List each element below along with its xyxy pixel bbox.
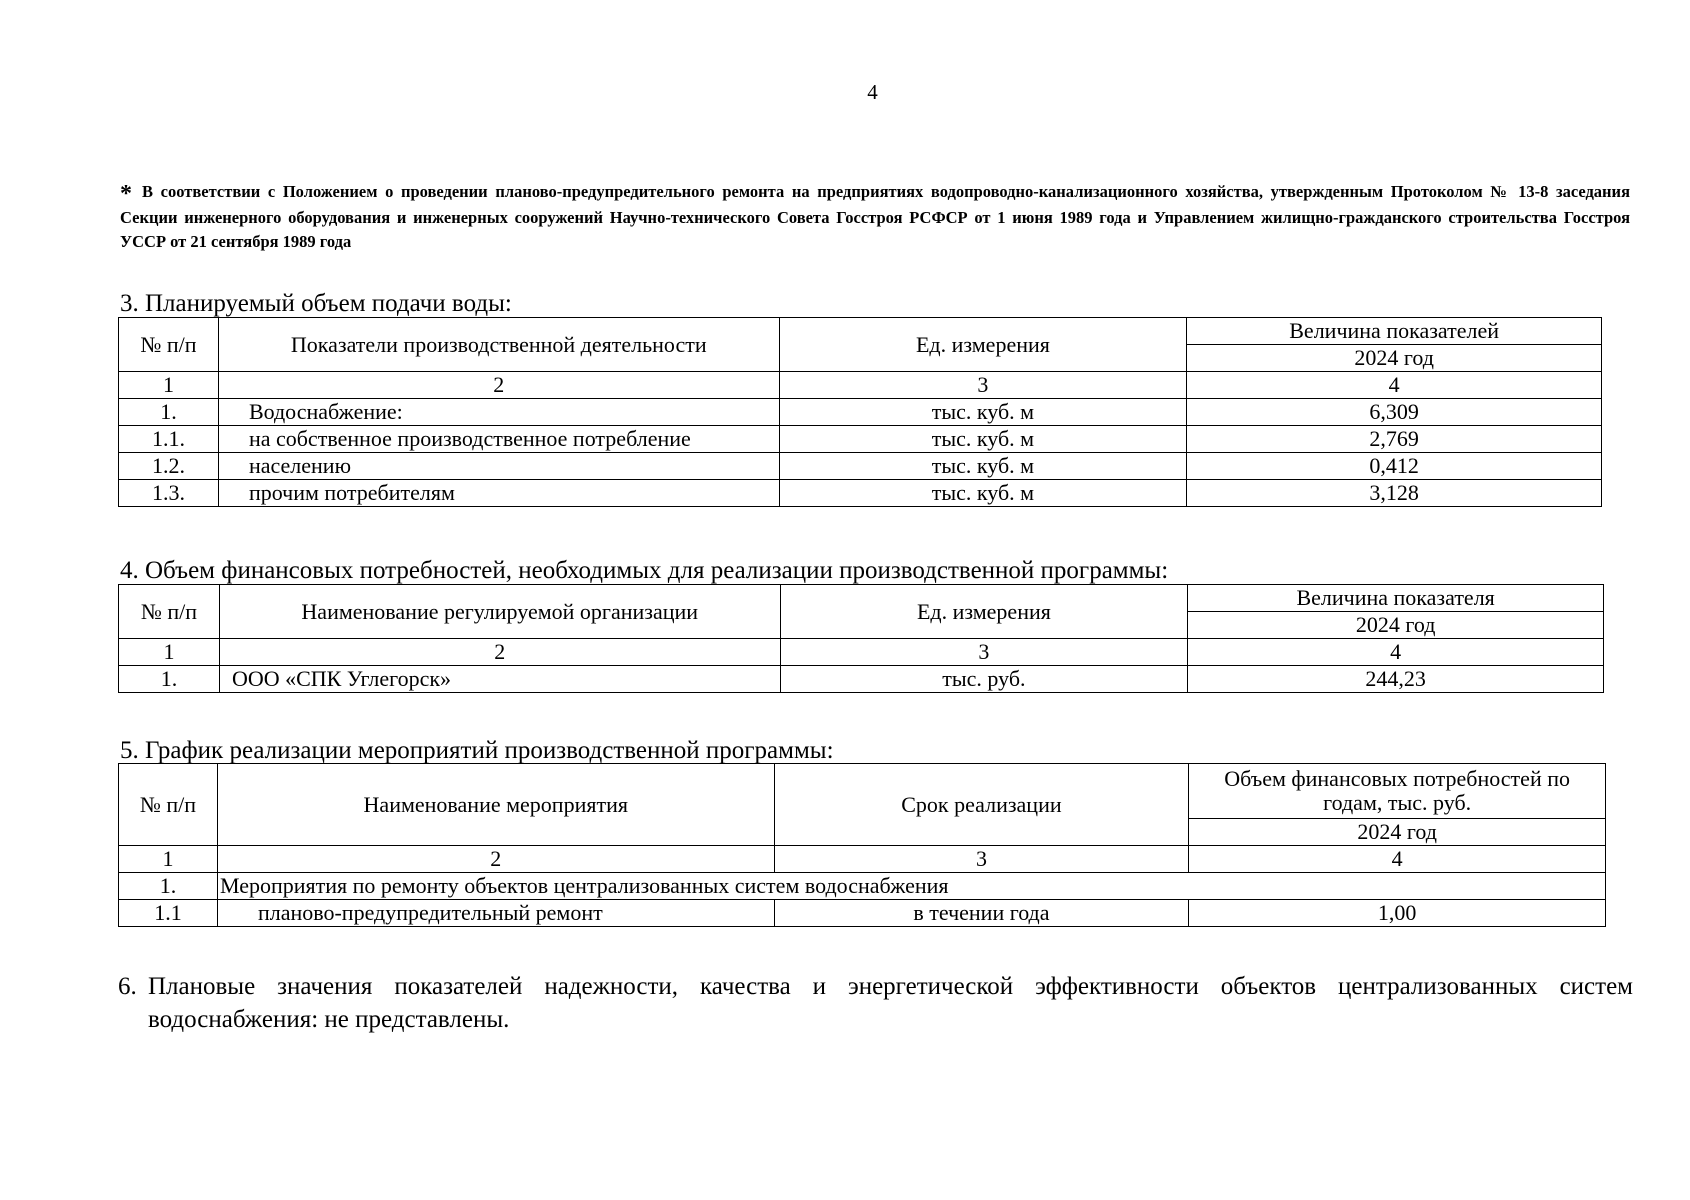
section-6 (118, 970, 1633, 1036)
row-name: Водоснабжение: (218, 399, 779, 426)
row-name: на собственное производственное потребление (218, 426, 779, 453)
header-year: 2024 год (1188, 612, 1604, 639)
page-number: 4 (867, 80, 878, 104)
table-header-row (119, 585, 1604, 612)
col-number: 2 (219, 639, 780, 666)
row-num: 1. (119, 666, 220, 693)
section-5-title: 5. График реализации мероприятий производственной программы: (120, 737, 834, 764)
table-row (119, 480, 1602, 507)
col-number: 4 (1189, 846, 1606, 873)
col-number: 3 (780, 639, 1188, 666)
row-num: 1.3. (119, 480, 219, 507)
row-unit: тыс. куб. м (779, 399, 1187, 426)
table-row (119, 900, 1606, 927)
header-value-group: Величина показателя (1188, 585, 1604, 612)
row-unit: тыс. куб. м (779, 480, 1187, 507)
table-header-row (119, 764, 1606, 819)
row-num: 1. (119, 873, 218, 900)
header-event: Наименование мероприятия (217, 764, 774, 846)
col-number: 4 (1188, 639, 1604, 666)
col-number: 4 (1187, 372, 1602, 399)
table-row (119, 666, 1604, 693)
section-6-number: 6. (118, 973, 137, 1000)
row-num: 1.1 (119, 900, 218, 927)
row-num: 1.2. (119, 453, 219, 480)
row-value: 6,309 (1187, 399, 1602, 426)
column-number-row (119, 639, 1604, 666)
group-name: Мероприятия по ремонту объектов централизованных систем водоснабжения (217, 873, 1605, 900)
header-year: 2024 год (1189, 819, 1606, 846)
header-unit: Ед. измерения (779, 318, 1187, 372)
column-number-row (119, 846, 1606, 873)
row-name: прочим потребителям (218, 480, 779, 507)
col-number: 3 (774, 846, 1189, 873)
column-number-row (119, 372, 1602, 399)
row-num: 1. (119, 399, 219, 426)
col-number: 3 (779, 372, 1187, 399)
col-number: 1 (119, 372, 219, 399)
row-value: 244,23 (1188, 666, 1604, 693)
row-value: 0,412 (1187, 453, 1602, 480)
header-indicator: Показатели производственной деятельности (218, 318, 779, 372)
header-term: Срок реализации (774, 764, 1189, 846)
row-value: 2,769 (1187, 426, 1602, 453)
row-term: в течении года (774, 900, 1189, 927)
row-unit: тыс. куб. м (779, 453, 1187, 480)
row-value: 3,128 (1187, 480, 1602, 507)
row-unit: тыс. руб. (780, 666, 1188, 693)
col-number: 1 (119, 846, 218, 873)
footnote (120, 180, 1630, 254)
group-row (119, 873, 1606, 900)
row-name: планово-предупредительный ремонт (217, 900, 774, 927)
water-supply-table (118, 317, 1602, 507)
schedule-table (118, 763, 1606, 927)
row-name: населению (218, 453, 779, 480)
row-name: ООО «СПК Углегорск» (219, 666, 780, 693)
section-4-title: 4. Объем финансовых потребностей, необходимых для реализации производственной программы: (120, 557, 1169, 584)
header-org: Наименование регулируемой организации (219, 585, 780, 639)
table-row (119, 453, 1602, 480)
header-value-group: Объем финансовых потребностей по годам, тыс. руб. (1189, 764, 1606, 819)
row-unit: тыс. куб. м (779, 426, 1187, 453)
header-num: № п/п (119, 585, 220, 639)
section-6-text: Плановые значения показателей надежности, качества и энергетической эффективности объектов централизованных систем водоснабжения: не представлены. (148, 973, 1633, 1033)
header-num: № п/п (119, 764, 218, 846)
header-unit: Ед. измерения (780, 585, 1188, 639)
table-row (119, 426, 1602, 453)
row-value: 1,00 (1189, 900, 1606, 927)
footnote-marker: * (120, 181, 132, 207)
table-header-row (119, 318, 1602, 345)
table-row (119, 399, 1602, 426)
financial-needs-table (118, 584, 1604, 693)
col-number: 1 (119, 639, 220, 666)
footnote-text: В соответствии с Положением о проведении планово-предупредительного ремонта на предприятиях водопроводно-канализационного хозяйства, утвержденным Протоколом № 13-8 заседания Секции инженерного оборудования и инженерных сооружений Научно-технического Совета Госстроя РСФСР от 1 июня 1989 года и Управлением жилищно-гражданского строительства Госстроя УССР от 21 сентября 1989 года (120, 182, 1630, 251)
header-value-group: Величина показателей (1187, 318, 1602, 345)
col-number: 2 (217, 846, 774, 873)
header-year: 2024 год (1187, 345, 1602, 372)
row-num: 1.1. (119, 426, 219, 453)
section-3-title: 3. Планируемый объем подачи воды: (120, 290, 512, 317)
col-number: 2 (218, 372, 779, 399)
header-num: № п/п (119, 318, 219, 372)
